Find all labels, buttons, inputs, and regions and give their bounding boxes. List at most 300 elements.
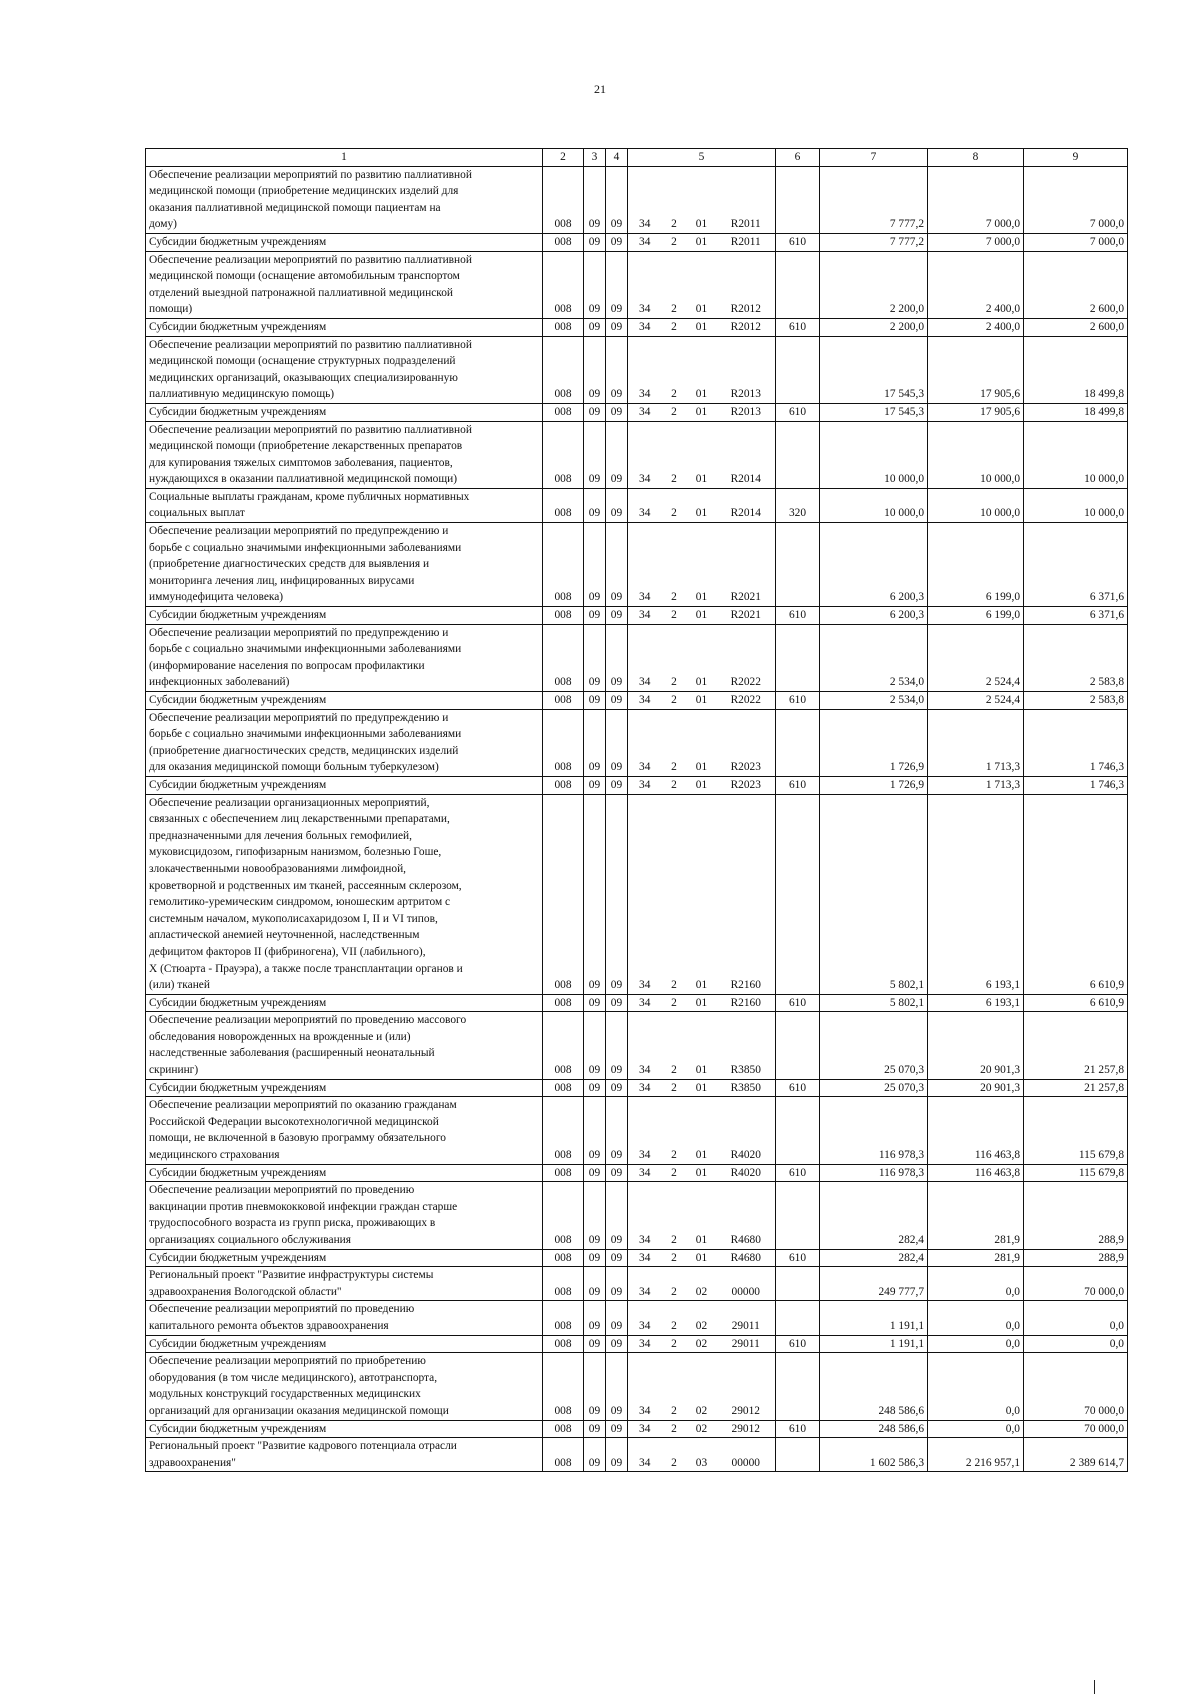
table-row (146, 1097, 1128, 1164)
target-code-part-2: 2 (662, 336, 687, 403)
target-code-part-1: 34 (628, 421, 662, 488)
table-row (146, 1335, 1128, 1353)
col-6-expense-type (776, 1438, 820, 1472)
col-3-section: 09 (584, 523, 606, 607)
target-code-part-2: 2 (662, 1420, 687, 1438)
target-code-part-4: 29011 (717, 1301, 776, 1335)
col-8-amount: 2 216 957,1 (928, 1438, 1024, 1472)
col-3-section: 09 (584, 607, 606, 625)
target-code-part-4: R2160 (717, 994, 776, 1012)
target-code-part-2: 2 (662, 1012, 687, 1079)
col-7-amount: 2 200,0 (820, 251, 928, 318)
col-9-amount: 6 610,9 (1024, 794, 1128, 994)
col-3-section: 09 (584, 1353, 606, 1420)
col-8-amount: 10 000,0 (928, 488, 1024, 522)
col-9-amount: 18 499,8 (1024, 336, 1128, 403)
target-code-part-4: R2160 (717, 794, 776, 994)
target-code-part-3: 01 (687, 794, 717, 994)
table-row (146, 336, 1128, 403)
col-6-expense-type: 610 (776, 1420, 820, 1438)
target-code-part-1: 34 (628, 403, 662, 421)
target-code-part-4: R3850 (717, 1012, 776, 1079)
target-code-part-3: 03 (687, 1438, 717, 1472)
target-code-part-4: R4680 (717, 1249, 776, 1267)
col-4-subsection: 09 (606, 1335, 628, 1353)
col-6-expense-type (776, 1301, 820, 1335)
col-4-subsection: 09 (606, 1012, 628, 1079)
row-name: Субсидии бюджетным учреждениям (146, 776, 543, 794)
col-4-subsection: 09 (606, 233, 628, 251)
col-8-amount: 6 193,1 (928, 994, 1024, 1012)
col-3-section: 09 (584, 1301, 606, 1335)
col-6-expense-type: 610 (776, 233, 820, 251)
col-3-section: 09 (584, 1012, 606, 1079)
table-row (146, 994, 1128, 1012)
col-7-amount: 282,4 (820, 1249, 928, 1267)
col-9-amount: 2 583,8 (1024, 624, 1128, 691)
table-row (146, 624, 1128, 691)
col-4-subsection: 09 (606, 709, 628, 776)
target-code-part-2: 2 (662, 709, 687, 776)
col-6-expense-type (776, 336, 820, 403)
target-code-part-3: 01 (687, 403, 717, 421)
target-code-part-2: 2 (662, 1438, 687, 1472)
col-7-amount: 248 586,6 (820, 1420, 928, 1438)
col-9-amount: 0,0 (1024, 1335, 1128, 1353)
row-name: Обеспечение реализации организационных мероприятий, связанных с обеспечением лиц лекарственными препаратами, предназначенными для лечения больных гемофилией, муковисцидозом, гипофизарным нанизмом, болезнью Гоше, злокачественными новообразованиями лимфоидной, кроветворной и родственных им тканей, рассеянным склерозом, гемолитико-уремическим синдромом, юношеским артритом с системным началом, мукополисахаридозом I, II и VI типов, апластической анемией неуточненной, наследственным дефицитом факторов II (фибриногена), VII (лабильного), X (Стюарта - Прауэра), а также после трансплантации органов и (или) тканей (146, 794, 543, 994)
col-4-subsection: 09 (606, 421, 628, 488)
target-code-part-1: 34 (628, 709, 662, 776)
header-cell-1: 1 (146, 149, 543, 167)
target-code-part-3: 01 (687, 318, 717, 336)
col-9-amount: 288,9 (1024, 1182, 1128, 1249)
table-row (146, 166, 1128, 233)
col-4-subsection: 09 (606, 1249, 628, 1267)
target-code-part-2: 2 (662, 607, 687, 625)
col-8-amount: 281,9 (928, 1182, 1024, 1249)
col-3-section: 09 (584, 1164, 606, 1182)
col-3-section: 09 (584, 1267, 606, 1301)
target-code-part-1: 34 (628, 1182, 662, 1249)
col-2-code: 008 (543, 776, 584, 794)
col-2-code: 008 (543, 1301, 584, 1335)
target-code-part-3: 02 (687, 1301, 717, 1335)
col-7-amount: 6 200,3 (820, 523, 928, 607)
target-code-part-3: 01 (687, 709, 717, 776)
col-4-subsection: 09 (606, 1097, 628, 1164)
target-code-part-2: 2 (662, 776, 687, 794)
target-code-part-4: R4020 (717, 1097, 776, 1164)
col-6-expense-type (776, 1267, 820, 1301)
col-8-amount: 1 713,3 (928, 776, 1024, 794)
table-row (146, 607, 1128, 625)
col-3-section: 09 (584, 1249, 606, 1267)
col-3-section: 09 (584, 1182, 606, 1249)
col-4-subsection: 09 (606, 1182, 628, 1249)
col-8-amount: 2 524,4 (928, 624, 1024, 691)
target-code-part-1: 34 (628, 1420, 662, 1438)
col-3-section: 09 (584, 1420, 606, 1438)
col-4-subsection: 09 (606, 336, 628, 403)
target-code-part-3: 01 (687, 336, 717, 403)
col-2-code: 008 (543, 251, 584, 318)
col-8-amount: 281,9 (928, 1249, 1024, 1267)
col-3-section: 09 (584, 776, 606, 794)
col-9-amount: 70 000,0 (1024, 1267, 1128, 1301)
col-6-expense-type (776, 1182, 820, 1249)
col-9-amount: 115 679,8 (1024, 1097, 1128, 1164)
row-name: Субсидии бюджетным учреждениям (146, 692, 543, 710)
col-7-amount: 1 191,1 (820, 1301, 928, 1335)
target-code-part-4: R2011 (717, 233, 776, 251)
col-2-code: 008 (543, 1438, 584, 1472)
col-4-subsection: 09 (606, 251, 628, 318)
col-9-amount: 10 000,0 (1024, 488, 1128, 522)
col-8-amount: 20 901,3 (928, 1012, 1024, 1079)
target-code-part-1: 34 (628, 1267, 662, 1301)
col-4-subsection: 09 (606, 692, 628, 710)
col-4-subsection: 09 (606, 794, 628, 994)
col-8-amount: 10 000,0 (928, 421, 1024, 488)
col-3-section: 09 (584, 624, 606, 691)
row-name: Обеспечение реализации мероприятий по развитию паллиативной медицинской помощи (оснащение структурных подразделений медицинских организаций, оказывающих специализированную паллиативную медицинскую помощь) (146, 336, 543, 403)
col-4-subsection: 09 (606, 607, 628, 625)
col-7-amount: 248 586,6 (820, 1353, 928, 1420)
col-6-expense-type (776, 523, 820, 607)
row-name: Субсидии бюджетным учреждениям (146, 994, 543, 1012)
target-code-part-1: 34 (628, 1164, 662, 1182)
target-code-part-4: R4680 (717, 1182, 776, 1249)
col-6-expense-type (776, 1097, 820, 1164)
col-4-subsection: 09 (606, 318, 628, 336)
col-8-amount: 116 463,8 (928, 1097, 1024, 1164)
target-code-part-3: 01 (687, 1164, 717, 1182)
table-row (146, 488, 1128, 522)
target-code-part-1: 34 (628, 233, 662, 251)
col-8-amount: 2 400,0 (928, 251, 1024, 318)
col-7-amount: 2 534,0 (820, 624, 928, 691)
row-name: Субсидии бюджетным учреждениям (146, 1420, 543, 1438)
col-6-expense-type: 610 (776, 1079, 820, 1097)
col-9-amount: 7 000,0 (1024, 166, 1128, 233)
col-7-amount: 17 545,3 (820, 403, 928, 421)
target-code-part-3: 01 (687, 251, 717, 318)
col-2-code: 008 (543, 1079, 584, 1097)
col-6-expense-type: 610 (776, 1335, 820, 1353)
table-row (146, 403, 1128, 421)
col-9-amount: 2 600,0 (1024, 251, 1128, 318)
col-4-subsection: 09 (606, 1267, 628, 1301)
target-code-part-2: 2 (662, 403, 687, 421)
target-code-part-3: 01 (687, 166, 717, 233)
col-7-amount: 1 726,9 (820, 776, 928, 794)
col-8-amount: 20 901,3 (928, 1079, 1024, 1097)
target-code-part-3: 01 (687, 776, 717, 794)
col-9-amount: 115 679,8 (1024, 1164, 1128, 1182)
target-code-part-4: 00000 (717, 1267, 776, 1301)
table-row (146, 794, 1128, 994)
col-8-amount: 1 713,3 (928, 709, 1024, 776)
col-8-amount: 2 400,0 (928, 318, 1024, 336)
target-code-part-3: 01 (687, 1097, 717, 1164)
col-7-amount: 116 978,3 (820, 1097, 928, 1164)
col-3-section: 09 (584, 794, 606, 994)
col-9-amount: 2 600,0 (1024, 318, 1128, 336)
col-8-amount: 2 524,4 (928, 692, 1024, 710)
col-8-amount: 0,0 (928, 1420, 1024, 1438)
col-6-expense-type: 610 (776, 1164, 820, 1182)
table-row (146, 776, 1128, 794)
col-2-code: 008 (543, 1335, 584, 1353)
target-code-part-4: R2012 (717, 318, 776, 336)
target-code-part-3: 01 (687, 607, 717, 625)
col-7-amount: 17 545,3 (820, 336, 928, 403)
target-code-part-2: 2 (662, 251, 687, 318)
table-row (146, 318, 1128, 336)
row-name: Региональный проект "Развитие кадрового потенциала отрасли здравоохранения" (146, 1438, 543, 1472)
target-code-part-1: 34 (628, 251, 662, 318)
table-row (146, 1420, 1128, 1438)
target-code-part-1: 34 (628, 1335, 662, 1353)
col-8-amount: 0,0 (928, 1335, 1024, 1353)
col-6-expense-type (776, 624, 820, 691)
col-8-amount: 6 199,0 (928, 607, 1024, 625)
row-name: Субсидии бюджетным учреждениям (146, 1164, 543, 1182)
col-6-expense-type: 610 (776, 1249, 820, 1267)
target-code-part-4: R4020 (717, 1164, 776, 1182)
target-code-part-3: 01 (687, 1182, 717, 1249)
col-7-amount: 116 978,3 (820, 1164, 928, 1182)
col-9-amount: 1 746,3 (1024, 776, 1128, 794)
col-7-amount: 1 602 586,3 (820, 1438, 928, 1472)
col-8-amount: 17 905,6 (928, 403, 1024, 421)
target-code-part-2: 2 (662, 1182, 687, 1249)
col-3-section: 09 (584, 994, 606, 1012)
col-7-amount: 10 000,0 (820, 488, 928, 522)
col-4-subsection: 09 (606, 1079, 628, 1097)
col-6-expense-type (776, 1353, 820, 1420)
col-6-expense-type (776, 794, 820, 994)
col-6-expense-type: 610 (776, 318, 820, 336)
col-4-subsection: 09 (606, 488, 628, 522)
target-code-part-3: 02 (687, 1420, 717, 1438)
row-name: Субсидии бюджетным учреждениям (146, 1335, 543, 1353)
col-3-section: 09 (584, 421, 606, 488)
col-9-amount: 6 610,9 (1024, 994, 1128, 1012)
target-code-part-4: R2023 (717, 776, 776, 794)
col-8-amount: 0,0 (928, 1353, 1024, 1420)
target-code-part-1: 34 (628, 336, 662, 403)
target-code-part-1: 34 (628, 994, 662, 1012)
col-8-amount: 17 905,6 (928, 336, 1024, 403)
target-code-part-1: 34 (628, 607, 662, 625)
target-code-part-1: 34 (628, 794, 662, 994)
header-cell-2: 2 (543, 149, 584, 167)
target-code-part-4: 29012 (717, 1353, 776, 1420)
table-row (146, 1182, 1128, 1249)
col-6-expense-type (776, 166, 820, 233)
row-name: Обеспечение реализации мероприятий по развитию паллиативной медицинской помощи (оснащение автомобильным транспортом отделений выездной патронажной паллиативной медицинской помощи) (146, 251, 543, 318)
col-9-amount: 10 000,0 (1024, 421, 1128, 488)
col-2-code: 008 (543, 1267, 584, 1301)
row-name: Обеспечение реализации мероприятий по развитию паллиативной медицинской помощи (приобретение лекарственных препаратов для купирования тяжелых симптомов заболевания, пациентов, нуждающихся в оказании паллиативной медицинской помощи) (146, 421, 543, 488)
col-9-amount: 70 000,0 (1024, 1353, 1128, 1420)
target-code-part-2: 2 (662, 1079, 687, 1097)
target-code-part-3: 01 (687, 1012, 717, 1079)
target-code-part-4: R2022 (717, 692, 776, 710)
target-code-part-4: 29012 (717, 1420, 776, 1438)
col-7-amount: 282,4 (820, 1182, 928, 1249)
target-code-part-3: 01 (687, 233, 717, 251)
col-7-amount: 1 191,1 (820, 1335, 928, 1353)
row-name: Субсидии бюджетным учреждениям (146, 233, 543, 251)
table-row (146, 251, 1128, 318)
col-6-expense-type: 610 (776, 403, 820, 421)
col-8-amount: 7 000,0 (928, 233, 1024, 251)
col-2-code: 008 (543, 994, 584, 1012)
row-name: Обеспечение реализации мероприятий по проведению капитального ремонта объектов здравоохранения (146, 1301, 543, 1335)
col-6-expense-type: 610 (776, 776, 820, 794)
target-code-part-2: 2 (662, 994, 687, 1012)
target-code-part-1: 34 (628, 624, 662, 691)
table-row (146, 1353, 1128, 1420)
table-row (146, 233, 1128, 251)
target-code-part-2: 2 (662, 233, 687, 251)
target-code-part-4: R2013 (717, 336, 776, 403)
col-6-expense-type: 610 (776, 994, 820, 1012)
table-row (146, 1267, 1128, 1301)
target-code-part-2: 2 (662, 794, 687, 994)
target-code-part-2: 2 (662, 1267, 687, 1301)
target-code-part-4: R2011 (717, 166, 776, 233)
col-7-amount: 10 000,0 (820, 421, 928, 488)
target-code-part-3: 01 (687, 624, 717, 691)
col-7-amount: 7 777,2 (820, 233, 928, 251)
table-row (146, 1249, 1128, 1267)
target-code-part-2: 2 (662, 421, 687, 488)
col-3-section: 09 (584, 692, 606, 710)
target-code-part-2: 2 (662, 1301, 687, 1335)
row-name: Субсидии бюджетным учреждениям (146, 318, 543, 336)
target-code-part-1: 34 (628, 1353, 662, 1420)
row-name: Обеспечение реализации мероприятий по развитию паллиативной медицинской помощи (приобретение медицинских изделий для оказания паллиативной медицинской помощи пациентам на дому) (146, 166, 543, 233)
row-name: Обеспечение реализации мероприятий по приобретению оборудования (в том числе медицинского), автотранспорта, модульных конструкций государственных медицинских организаций для организации оказания медицинской помощи (146, 1353, 543, 1420)
col-4-subsection: 09 (606, 1438, 628, 1472)
col-9-amount: 288,9 (1024, 1249, 1128, 1267)
row-name: Субсидии бюджетным учреждениям (146, 607, 543, 625)
target-code-part-1: 34 (628, 776, 662, 794)
col-4-subsection: 09 (606, 166, 628, 233)
col-6-expense-type: 610 (776, 607, 820, 625)
col-3-section: 09 (584, 403, 606, 421)
target-code-part-3: 01 (687, 1249, 717, 1267)
col-3-section: 09 (584, 1438, 606, 1472)
row-name: Обеспечение реализации мероприятий по предупреждению и борьбе с социально значимыми инфекционными заболеваниями (приобретение диагностических средств для выявления и мониторинга лечения лиц, инфицированных вирусами иммунодефицита человека) (146, 523, 543, 607)
col-6-expense-type (776, 709, 820, 776)
target-code-part-3: 01 (687, 692, 717, 710)
col-2-code: 008 (543, 1182, 584, 1249)
target-code-part-3: 01 (687, 1079, 717, 1097)
col-3-section: 09 (584, 166, 606, 233)
col-4-subsection: 09 (606, 776, 628, 794)
col-9-amount: 2 389 614,7 (1024, 1438, 1128, 1472)
target-code-part-2: 2 (662, 1164, 687, 1182)
table-row (146, 523, 1128, 607)
target-code-part-4: R2021 (717, 607, 776, 625)
target-code-part-1: 34 (628, 1301, 662, 1335)
col-9-amount: 2 583,8 (1024, 692, 1128, 710)
col-6-expense-type: 320 (776, 488, 820, 522)
col-2-code: 008 (543, 166, 584, 233)
target-code-part-1: 34 (628, 1079, 662, 1097)
col-4-subsection: 09 (606, 1301, 628, 1335)
col-8-amount: 7 000,0 (928, 166, 1024, 233)
table-row (146, 692, 1128, 710)
row-name: Обеспечение реализации мероприятий по предупреждению и борьбе с социально значимыми инфекционными заболеваниями (приобретение диагностических средств, медицинских изделий для оказания медицинской помощи больным туберкулезом) (146, 709, 543, 776)
col-4-subsection: 09 (606, 994, 628, 1012)
col-2-code: 008 (543, 1249, 584, 1267)
col-7-amount: 25 070,3 (820, 1079, 928, 1097)
col-3-section: 09 (584, 318, 606, 336)
target-code-part-2: 2 (662, 1249, 687, 1267)
page-edge-mark (1094, 1680, 1095, 1694)
row-name: Обеспечение реализации мероприятий по оказанию гражданам Российской Федерации высокотехнологичной медицинской помощи, не включенной в базовую программу обязательного медицинского страхования (146, 1097, 543, 1164)
row-name: Социальные выплаты гражданам, кроме публичных нормативных социальных выплат (146, 488, 543, 522)
header-cell-6: 6 (776, 149, 820, 167)
col-2-code: 008 (543, 336, 584, 403)
col-9-amount: 6 371,6 (1024, 607, 1128, 625)
target-code-part-2: 2 (662, 488, 687, 522)
col-2-code: 008 (543, 523, 584, 607)
target-code-part-1: 34 (628, 692, 662, 710)
target-code-part-4: R2022 (717, 624, 776, 691)
col-2-code: 008 (543, 1097, 584, 1164)
header-row (146, 149, 1128, 167)
col-7-amount: 5 802,1 (820, 794, 928, 994)
col-3-section: 09 (584, 1079, 606, 1097)
col-2-code: 008 (543, 318, 584, 336)
col-2-code: 008 (543, 1420, 584, 1438)
col-2-code: 008 (543, 421, 584, 488)
target-code-part-4: R2013 (717, 403, 776, 421)
target-code-part-2: 2 (662, 1335, 687, 1353)
col-2-code: 008 (543, 403, 584, 421)
col-4-subsection: 09 (606, 523, 628, 607)
target-code-part-4: R2012 (717, 251, 776, 318)
col-9-amount: 18 499,8 (1024, 403, 1128, 421)
col-4-subsection: 09 (606, 1164, 628, 1182)
target-code-part-4: 00000 (717, 1438, 776, 1472)
target-code-part-3: 02 (687, 1335, 717, 1353)
target-code-part-3: 01 (687, 488, 717, 522)
col-7-amount: 25 070,3 (820, 1012, 928, 1079)
target-code-part-1: 34 (628, 523, 662, 607)
row-name: Обеспечение реализации мероприятий по предупреждению и борьбе с социально значимыми инфекционными заболеваниями (информирование населения по вопросам профилактики инфекционных заболеваний) (146, 624, 543, 691)
target-code-part-3: 01 (687, 994, 717, 1012)
target-code-part-3: 01 (687, 421, 717, 488)
col-2-code: 008 (543, 1353, 584, 1420)
col-4-subsection: 09 (606, 1420, 628, 1438)
table-row (146, 1079, 1128, 1097)
target-code-part-3: 02 (687, 1353, 717, 1420)
col-3-section: 09 (584, 233, 606, 251)
col-9-amount: 0,0 (1024, 1301, 1128, 1335)
col-7-amount: 2 534,0 (820, 692, 928, 710)
header-cell-8: 8 (928, 149, 1024, 167)
col-9-amount: 6 371,6 (1024, 523, 1128, 607)
target-code-part-1: 34 (628, 1438, 662, 1472)
budget-table (145, 148, 1128, 1472)
